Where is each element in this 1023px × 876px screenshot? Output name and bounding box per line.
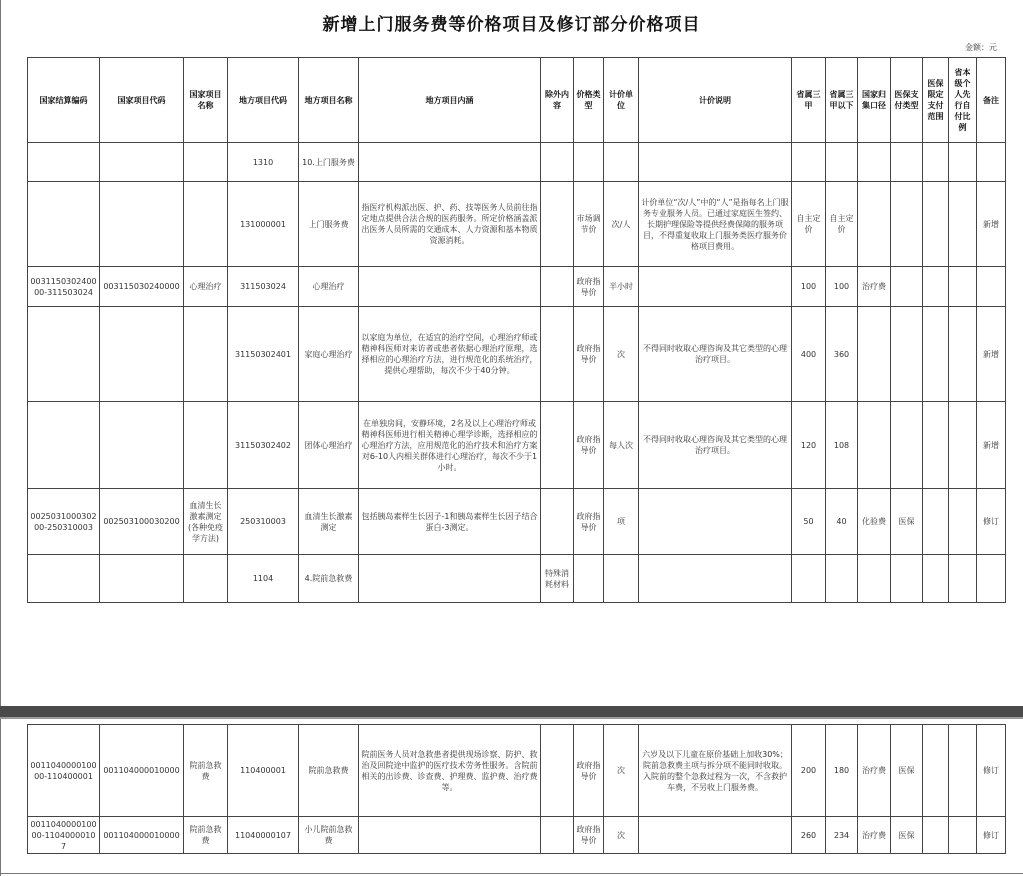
page-title: 新增上门服务费等价格项目及修订部分价格项目 bbox=[322, 15, 701, 35]
table-cell bbox=[28, 555, 100, 603]
table-cell bbox=[923, 489, 949, 555]
table-cell: 团体心理治疗 bbox=[299, 402, 359, 489]
table-cell: 以家庭为单位，在适宜的治疗空间，心理治疗师或精神科医师对来访者或患者依据心理治疗原理，选择相应的心理治疗方法，进行规范化的系统治疗，提供心理帮助，每次不少于40分钟。 bbox=[359, 307, 541, 402]
table-cell: 001104000010000 bbox=[100, 817, 184, 854]
column-header: 国家归集口径 bbox=[858, 58, 891, 143]
table-cell bbox=[100, 307, 184, 402]
table-cell bbox=[891, 307, 923, 402]
table-cell: 1104 bbox=[228, 555, 299, 603]
table-cell bbox=[923, 307, 949, 402]
table-cell bbox=[184, 555, 228, 603]
table-cell: 001104000010000-11040000107 bbox=[28, 817, 100, 854]
table-row bbox=[28, 489, 1006, 555]
table-cell: 医保 bbox=[891, 489, 923, 555]
table-cell: 10.上门服务费 bbox=[299, 143, 359, 182]
table-cell: 心理治疗 bbox=[299, 267, 359, 307]
table-cell bbox=[891, 182, 923, 267]
table-cell: 政府指导价 bbox=[574, 725, 604, 817]
table-cell bbox=[184, 143, 228, 182]
table-cell: 血清生长激素测定(各种免疫学方法) bbox=[184, 489, 228, 555]
table-cell bbox=[100, 182, 184, 267]
table-cell: 108 bbox=[826, 402, 858, 489]
table-cell: 260 bbox=[792, 817, 826, 854]
table-cell bbox=[949, 143, 977, 182]
price-table-continued bbox=[27, 724, 1006, 854]
table-cell: 市场调节价 bbox=[574, 182, 604, 267]
table-cell: 003115030240000-311503024 bbox=[28, 267, 100, 307]
table-cell bbox=[977, 267, 1006, 307]
table-cell bbox=[639, 143, 792, 182]
table-cell bbox=[574, 143, 604, 182]
table-cell: 上门服务费 bbox=[299, 182, 359, 267]
table-cell bbox=[639, 817, 792, 854]
table-cell: 医保 bbox=[891, 817, 923, 854]
table-cell: 修订 bbox=[977, 817, 1006, 854]
table-cell: 特殊消耗材料 bbox=[541, 555, 574, 603]
table-cell bbox=[949, 267, 977, 307]
table-cell bbox=[923, 267, 949, 307]
table-cell bbox=[792, 143, 826, 182]
table-cell: 院前医务人员对急救患者提供现场诊察、防护、救治及回院途中监护的医疗技术劳务性服务。含院前相关的出诊费、诊查费、护理费、监护费、治疗费等。 bbox=[359, 725, 541, 817]
table-row bbox=[28, 307, 1006, 402]
table-cell bbox=[858, 402, 891, 489]
table-cell: 360 bbox=[826, 307, 858, 402]
table-cell: 50 bbox=[792, 489, 826, 555]
table-cell: 在单独房间，安静环境，2名及以上心理治疗师或精神科医师进行相关精神心理学诊断，选择相应的心理治疗方法，应用规范化的治疗技术和治疗方案对6-10人内相关群体进行心理治疗，每次不少于1小时。 bbox=[359, 402, 541, 489]
table-cell bbox=[541, 725, 574, 817]
table-cell: 修订 bbox=[977, 489, 1006, 555]
table-cell bbox=[923, 725, 949, 817]
table-cell: 11040000107 bbox=[228, 817, 299, 854]
table-cell: 政府指导价 bbox=[574, 489, 604, 555]
table-cell bbox=[826, 143, 858, 182]
table-cell bbox=[923, 143, 949, 182]
table-cell bbox=[28, 307, 100, 402]
table-cell bbox=[541, 267, 574, 307]
column-header: 除外内容 bbox=[541, 58, 574, 143]
column-header: 地方项目内涵 bbox=[359, 58, 541, 143]
table-cell: 院前急救费 bbox=[184, 725, 228, 817]
table-cell bbox=[949, 307, 977, 402]
table-cell: 院前急救费 bbox=[184, 817, 228, 854]
table-cell: 002503100030200-250310003 bbox=[28, 489, 100, 555]
table-cell bbox=[28, 182, 100, 267]
table-cell bbox=[359, 267, 541, 307]
page-break-shadow bbox=[0, 717, 1023, 719]
table-cell bbox=[858, 555, 891, 603]
table-cell bbox=[891, 555, 923, 603]
table-cell: 4.院前急救费 bbox=[299, 555, 359, 603]
table-cell: 100 bbox=[792, 267, 826, 307]
column-header: 计价单位 bbox=[604, 58, 639, 143]
column-header: 国家项目名称 bbox=[184, 58, 228, 143]
table-cell bbox=[923, 182, 949, 267]
table-cell: 治疗费 bbox=[858, 725, 891, 817]
page-break-bar bbox=[0, 706, 1023, 717]
column-header: 省本级个人先行自付比例 bbox=[949, 58, 977, 143]
table-cell: 次 bbox=[604, 725, 639, 817]
column-header: 医保限定支付范围 bbox=[923, 58, 949, 143]
table-cell bbox=[891, 267, 923, 307]
table-cell: 治疗费 bbox=[858, 267, 891, 307]
page-left-edge bbox=[0, 0, 1, 876]
table-cell: 自主定价 bbox=[826, 182, 858, 267]
table-cell: 化验费 bbox=[858, 489, 891, 555]
price-table bbox=[27, 57, 1006, 603]
table-cell: 1310 bbox=[228, 143, 299, 182]
table-cell bbox=[541, 182, 574, 267]
table-cell: 110400001 bbox=[228, 725, 299, 817]
table-row bbox=[28, 182, 1006, 267]
table-cell bbox=[639, 489, 792, 555]
table-cell bbox=[858, 143, 891, 182]
table-cell bbox=[541, 489, 574, 555]
table-cell: 政府指导价 bbox=[574, 402, 604, 489]
table-cell: 新增 bbox=[977, 402, 1006, 489]
table-cell: 001104000010000-110400001 bbox=[28, 725, 100, 817]
table-cell: 次 bbox=[604, 817, 639, 854]
column-header: 计价说明 bbox=[639, 58, 792, 143]
table-cell bbox=[359, 143, 541, 182]
table-cell bbox=[100, 143, 184, 182]
table-cell: 治疗费 bbox=[858, 817, 891, 854]
table-cell: 政府指导价 bbox=[574, 307, 604, 402]
table-cell bbox=[359, 817, 541, 854]
table-cell bbox=[792, 555, 826, 603]
table-row bbox=[28, 725, 1006, 817]
column-header: 医保支付类型 bbox=[891, 58, 923, 143]
table-cell bbox=[541, 307, 574, 402]
column-header: 省属三甲 bbox=[792, 58, 826, 143]
table-cell: 院前急救费 bbox=[299, 725, 359, 817]
table-cell bbox=[604, 555, 639, 603]
table-cell: 血清生长激素测定 bbox=[299, 489, 359, 555]
table-row bbox=[28, 402, 1006, 489]
table-cell bbox=[949, 402, 977, 489]
table-cell: 311503024 bbox=[228, 267, 299, 307]
column-header: 国家项目代码 bbox=[100, 58, 184, 143]
table-cell bbox=[639, 555, 792, 603]
table-cell bbox=[891, 143, 923, 182]
table-cell bbox=[949, 555, 977, 603]
table-cell: 180 bbox=[826, 725, 858, 817]
column-header: 省属三甲以下 bbox=[826, 58, 858, 143]
table-cell: 家庭心理治疗 bbox=[299, 307, 359, 402]
table-cell bbox=[923, 817, 949, 854]
table-cell: 新增 bbox=[977, 182, 1006, 267]
unit-note: 金额：元 bbox=[965, 43, 997, 52]
table-cell: 半小时 bbox=[604, 267, 639, 307]
table-cell: 40 bbox=[826, 489, 858, 555]
table-cell: 自主定价 bbox=[792, 182, 826, 267]
table-cell: 100 bbox=[826, 267, 858, 307]
table-cell: 次/人 bbox=[604, 182, 639, 267]
table-cell bbox=[949, 489, 977, 555]
table-cell: 200 bbox=[792, 725, 826, 817]
table-cell bbox=[28, 143, 100, 182]
table-cell bbox=[977, 555, 1006, 603]
table-cell: 小儿院前急救费 bbox=[299, 817, 359, 854]
table-cell: 120 bbox=[792, 402, 826, 489]
table-cell: 不得同时收取心理咨询及其它类型的心理治疗项目。 bbox=[639, 402, 792, 489]
table-cell bbox=[28, 402, 100, 489]
table-cell: 250310003 bbox=[228, 489, 299, 555]
table-cell: 政府指导价 bbox=[574, 817, 604, 854]
header-row bbox=[28, 58, 1006, 143]
table-cell bbox=[858, 307, 891, 402]
table-cell bbox=[949, 817, 977, 854]
table-cell: 31150302402 bbox=[228, 402, 299, 489]
page-bottom-edge bbox=[0, 873, 1023, 874]
table-cell: 指医疗机构派出医、护、药、技等医务人员前往指定地点提供合法合规的医药服务。所定价格涵盖派出医务人员所需的交通成本、人力资源和基本物质资源消耗。 bbox=[359, 182, 541, 267]
column-header: 地方项目名称 bbox=[299, 58, 359, 143]
table-cell bbox=[100, 555, 184, 603]
table-cell: 包括胰岛素样生长因子-1和胰岛素样生长因子结合蛋白-3测定。 bbox=[359, 489, 541, 555]
table-cell: 心理治疗 bbox=[184, 267, 228, 307]
column-header: 地方项目代码 bbox=[228, 58, 299, 143]
table-row bbox=[28, 555, 1006, 603]
table-cell: 234 bbox=[826, 817, 858, 854]
table-cell bbox=[574, 555, 604, 603]
table-cell: 131000001 bbox=[228, 182, 299, 267]
table-cell bbox=[359, 555, 541, 603]
table-cell bbox=[949, 182, 977, 267]
table-cell bbox=[949, 725, 977, 817]
table-cell bbox=[100, 402, 184, 489]
table-cell: 修订 bbox=[977, 725, 1006, 817]
column-header: 国家结算编码 bbox=[28, 58, 100, 143]
table-cell: 001104000010000 bbox=[100, 725, 184, 817]
table-row bbox=[28, 143, 1006, 182]
table-cell bbox=[184, 402, 228, 489]
table-cell: 每人次 bbox=[604, 402, 639, 489]
table-cell bbox=[977, 143, 1006, 182]
table-cell: 计价单位“次/人”中的“人”是指每名上门服务专业服务人员。已通过家庭医生签约、长期护理保险等提供经费保障的服务项目，不得重复收取上门服务类医疗服务价格项目费用。 bbox=[639, 182, 792, 267]
table-cell bbox=[858, 182, 891, 267]
table-cell: 003115030240000 bbox=[100, 267, 184, 307]
table-cell bbox=[184, 307, 228, 402]
table-cell: 不得同时收取心理咨询及其它类型的心理治疗项目。 bbox=[639, 307, 792, 402]
table-cell: 002503100030200 bbox=[100, 489, 184, 555]
table-cell: 31150302401 bbox=[228, 307, 299, 402]
column-header: 备注 bbox=[977, 58, 1006, 143]
table-row bbox=[28, 267, 1006, 307]
table-cell bbox=[923, 555, 949, 603]
table-cell bbox=[604, 143, 639, 182]
table-row bbox=[28, 817, 1006, 854]
table-cell bbox=[923, 402, 949, 489]
table-cell bbox=[541, 402, 574, 489]
table-cell: 新增 bbox=[977, 307, 1006, 402]
table-cell: 400 bbox=[792, 307, 826, 402]
table-cell: 次 bbox=[604, 307, 639, 402]
table-cell: 项 bbox=[604, 489, 639, 555]
table-cell bbox=[184, 182, 228, 267]
table-cell: 政府指导价 bbox=[574, 267, 604, 307]
table-cell bbox=[891, 402, 923, 489]
table-cell bbox=[541, 143, 574, 182]
table-cell: 医保 bbox=[891, 725, 923, 817]
table-cell bbox=[826, 555, 858, 603]
table-cell bbox=[639, 267, 792, 307]
column-header: 价格类型 bbox=[574, 58, 604, 143]
table-cell bbox=[541, 817, 574, 854]
table-cell: 六岁及以下儿童在原价基础上加收30%；院前急救费主项与拆分项不能同时收取。入院前的整个急救过程为一次，不含救护车费，不另收上门服务费。 bbox=[639, 725, 792, 817]
